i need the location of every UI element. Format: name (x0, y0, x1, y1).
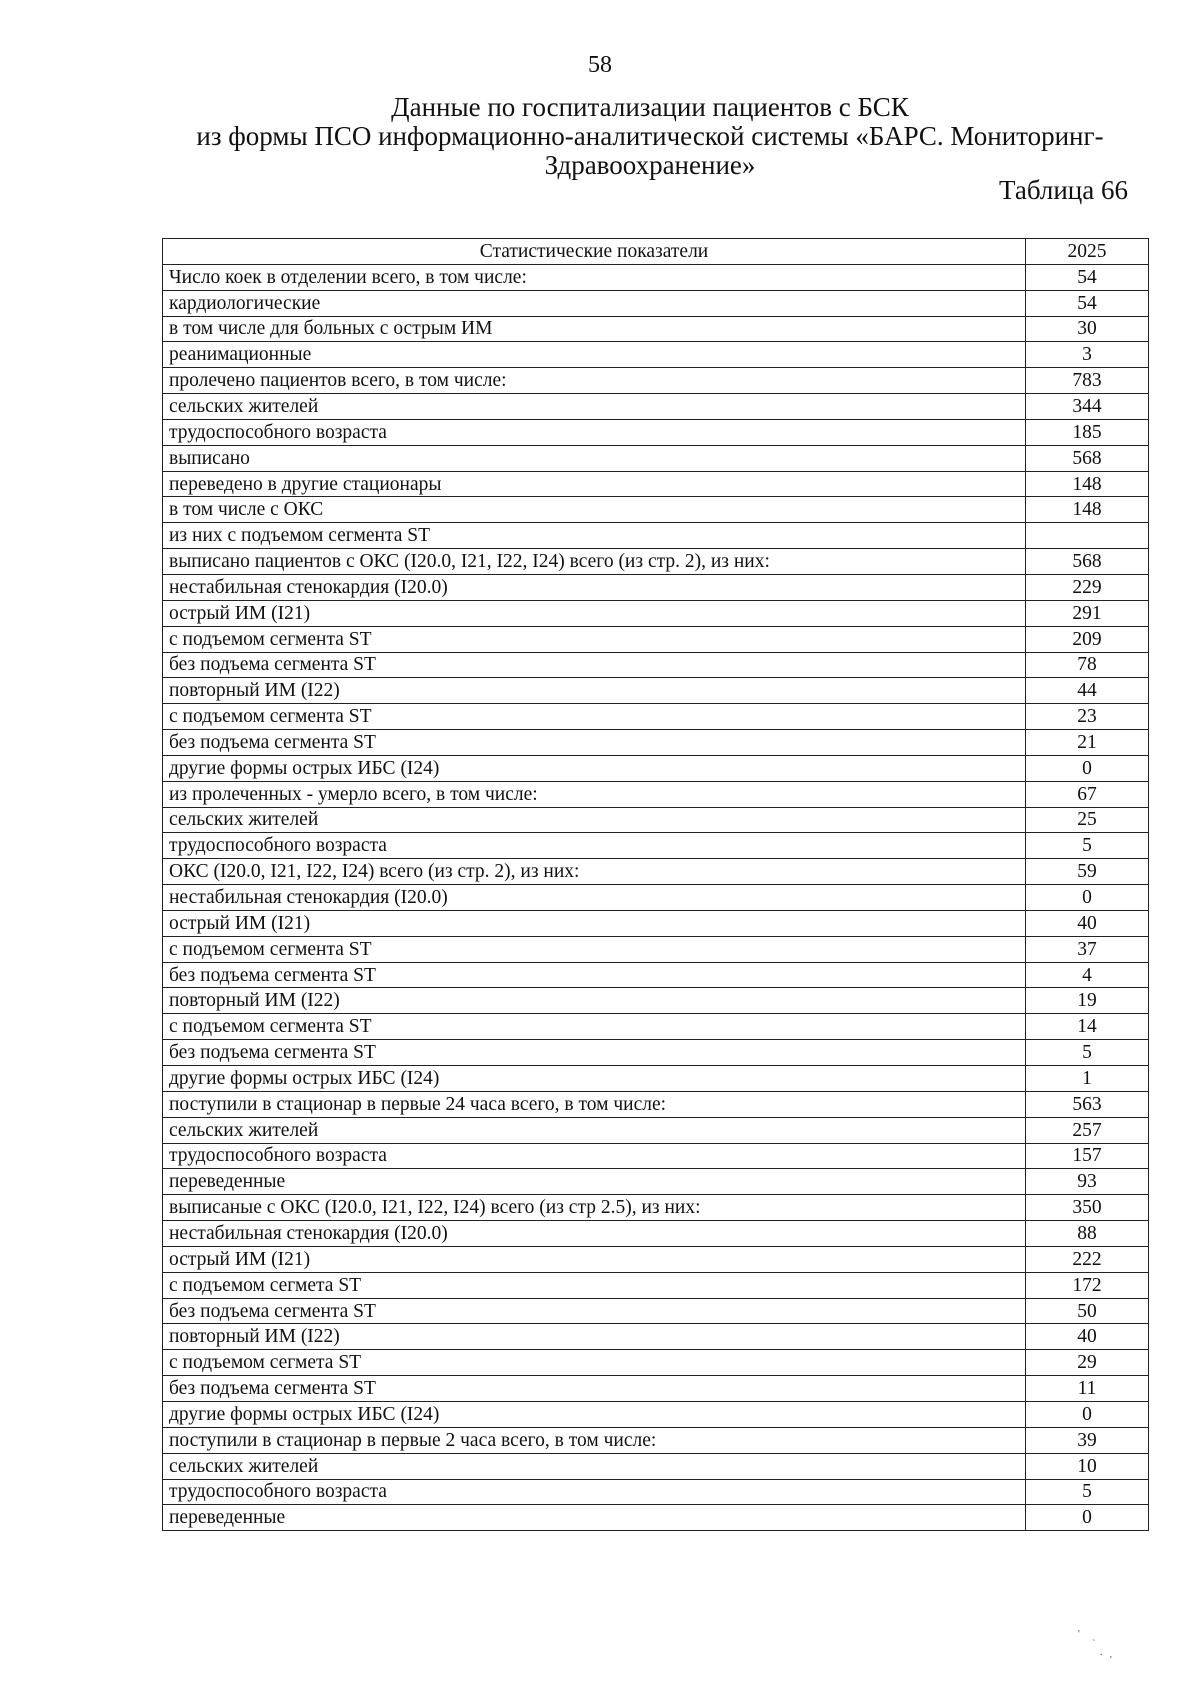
row-value: 21 (1026, 730, 1149, 756)
row-value: 54 (1026, 290, 1149, 316)
row-value: 172 (1026, 1272, 1149, 1298)
table-row (163, 1350, 1149, 1376)
statistics-table (162, 238, 1149, 1531)
row-value: 157 (1026, 1143, 1149, 1169)
row-value: 30 (1026, 316, 1149, 342)
row-label: поступили в стационар в первые 24 часа всего, в том числе: (163, 1091, 1026, 1117)
row-value: 0 (1026, 885, 1149, 911)
row-label: ОКС (I20.0, I21, I22, I24) всего (из стр. 2), из них: (163, 859, 1026, 885)
table-row (163, 1040, 1149, 1066)
row-label: выписаные с ОКС (I20.0, I21, I22, I24) всего (из стр 2.5), из них: (163, 1195, 1026, 1221)
row-label: повторный ИМ (I22) (163, 1324, 1026, 1350)
row-value: 568 (1026, 445, 1149, 471)
row-label: кардиологические (163, 290, 1026, 316)
row-label: сельских жителей (163, 394, 1026, 420)
row-label: с подъемом сегмента ST (163, 936, 1026, 962)
table-row (163, 652, 1149, 678)
table-row (163, 704, 1149, 730)
table-row (163, 910, 1149, 936)
row-label: острый ИМ (I21) (163, 910, 1026, 936)
row-label: в том числе с ОКС (163, 497, 1026, 523)
row-label: острый ИМ (I21) (163, 600, 1026, 626)
row-label: с подъемом сегмента ST (163, 1014, 1026, 1040)
table-row (163, 342, 1149, 368)
row-label: с подъемом сегмета ST (163, 1350, 1026, 1376)
row-value: 344 (1026, 394, 1149, 420)
table-row (163, 1091, 1149, 1117)
table-row (163, 1143, 1149, 1169)
row-label: без подъема сегмента ST (163, 1298, 1026, 1324)
row-value: 5 (1026, 1040, 1149, 1066)
table-row (163, 1195, 1149, 1221)
row-label: трудоспособного возраста (163, 419, 1026, 445)
row-value: 783 (1026, 368, 1149, 394)
row-label: другие формы острых ИБС (I24) (163, 755, 1026, 781)
row-label: нестабильная стенокардия (I20.0) (163, 885, 1026, 911)
table-row (163, 523, 1149, 549)
row-label: без подъема сегмента ST (163, 962, 1026, 988)
scan-specks: ' ` . ' (1078, 1629, 1112, 1666)
row-label: сельских жителей (163, 807, 1026, 833)
table-row (163, 264, 1149, 290)
column-header-year: 2025 (1026, 239, 1149, 265)
table-row (163, 1376, 1149, 1402)
row-value: 568 (1026, 549, 1149, 575)
row-label: выписано (163, 445, 1026, 471)
row-value: 350 (1026, 1195, 1149, 1221)
row-value: 5 (1026, 1479, 1149, 1505)
table-row (163, 1014, 1149, 1040)
row-label: без подъема сегмента ST (163, 1376, 1026, 1402)
page-number: 58 (588, 52, 612, 78)
row-value: 88 (1026, 1221, 1149, 1247)
row-label: переведенные (163, 1169, 1026, 1195)
row-value: 257 (1026, 1117, 1149, 1143)
table-row (163, 1298, 1149, 1324)
row-value: 10 (1026, 1453, 1149, 1479)
row-label: поступили в стационар в первые 2 часа всего, в том числе: (163, 1427, 1026, 1453)
table-row (163, 1401, 1149, 1427)
row-label: без подъема сегмента ST (163, 730, 1026, 756)
row-label: повторный ИМ (I22) (163, 678, 1026, 704)
row-value: 563 (1026, 1091, 1149, 1117)
table-row (163, 1453, 1149, 1479)
row-label: без подъема сегмента ST (163, 652, 1026, 678)
table-row (163, 988, 1149, 1014)
table-row (163, 394, 1149, 420)
table-row (163, 1272, 1149, 1298)
row-value: 5 (1026, 833, 1149, 859)
table-row (163, 600, 1149, 626)
row-value (1026, 523, 1149, 549)
row-value: 148 (1026, 497, 1149, 523)
table-row (163, 1479, 1149, 1505)
table-body (163, 264, 1149, 1530)
row-label: с подъемом сегмента ST (163, 704, 1026, 730)
row-label: из них с подъемом сегмента ST (163, 523, 1026, 549)
table-row (163, 368, 1149, 394)
table-row (163, 1246, 1149, 1272)
row-value: 37 (1026, 936, 1149, 962)
row-value: 0 (1026, 755, 1149, 781)
table-row (163, 859, 1149, 885)
table-number-label: Таблица 66 (999, 175, 1128, 205)
table-row (163, 755, 1149, 781)
row-label: другие формы острых ИБС (I24) (163, 1066, 1026, 1092)
table-row (163, 316, 1149, 342)
row-value: 54 (1026, 264, 1149, 290)
row-label: переведенные (163, 1505, 1026, 1531)
row-value: 67 (1026, 781, 1149, 807)
row-label: в том числе для больных с острым ИМ (163, 316, 1026, 342)
row-value: 185 (1026, 419, 1149, 445)
row-label: другие формы острых ИБС (I24) (163, 1401, 1026, 1427)
row-label: из пролеченных - умерло всего, в том числе: (163, 781, 1026, 807)
row-label: переведено в другие стационары (163, 471, 1026, 497)
row-label: выписано пациентов с ОКС (I20.0, I21, I22, I24) всего (из стр. 2), из них: (163, 549, 1026, 575)
row-value: 40 (1026, 910, 1149, 936)
table-row (163, 678, 1149, 704)
row-value: 40 (1026, 1324, 1149, 1350)
table-row (163, 1427, 1149, 1453)
table-row (163, 1221, 1149, 1247)
row-label: сельских жителей (163, 1453, 1026, 1479)
table-row (163, 471, 1149, 497)
row-value: 0 (1026, 1505, 1149, 1531)
row-label: реанимационные (163, 342, 1026, 368)
table-row (163, 1169, 1149, 1195)
row-value: 1 (1026, 1066, 1149, 1092)
table-row (163, 730, 1149, 756)
table-row (163, 445, 1149, 471)
table-row (163, 1324, 1149, 1350)
row-value: 59 (1026, 859, 1149, 885)
row-label: нестабильная стенокардия (I20.0) (163, 574, 1026, 600)
row-value: 23 (1026, 704, 1149, 730)
title-line: Данные по госпитализации пациентов с БСК (391, 92, 909, 122)
table-row (163, 626, 1149, 652)
row-label: Число коек в отделении всего, в том числе: (163, 264, 1026, 290)
row-value: 19 (1026, 988, 1149, 1014)
row-value: 44 (1026, 678, 1149, 704)
row-value: 39 (1026, 1427, 1149, 1453)
row-value: 229 (1026, 574, 1149, 600)
row-value: 78 (1026, 652, 1149, 678)
row-value: 93 (1026, 1169, 1149, 1195)
document-title (150, 93, 1150, 180)
title-line: из формы ПСО информационно-аналитической системы «БАРС. Мониторинг- (196, 121, 1104, 151)
row-label: повторный ИМ (I22) (163, 988, 1026, 1014)
table-row (163, 1117, 1149, 1143)
row-value: 29 (1026, 1350, 1149, 1376)
row-value: 291 (1026, 600, 1149, 626)
table-row (163, 497, 1149, 523)
row-value: 148 (1026, 471, 1149, 497)
row-label: трудоспособного возраста (163, 833, 1026, 859)
row-value: 14 (1026, 1014, 1149, 1040)
table-row (163, 781, 1149, 807)
row-value: 209 (1026, 626, 1149, 652)
row-label: нестабильная стенокардия (I20.0) (163, 1221, 1026, 1247)
row-value: 0 (1026, 1401, 1149, 1427)
table-row (163, 936, 1149, 962)
table-row (163, 574, 1149, 600)
row-value: 222 (1026, 1246, 1149, 1272)
row-value: 4 (1026, 962, 1149, 988)
column-header-indicators: Статистические показатели (163, 239, 1026, 265)
table-row (163, 290, 1149, 316)
row-label: без подъема сегмента ST (163, 1040, 1026, 1066)
row-label: с подъемом сегмета ST (163, 1272, 1026, 1298)
table-row (163, 1066, 1149, 1092)
table-row (163, 549, 1149, 575)
row-value: 3 (1026, 342, 1149, 368)
table-row (163, 1505, 1149, 1531)
row-value: 50 (1026, 1298, 1149, 1324)
row-label: сельских жителей (163, 1117, 1026, 1143)
table-header-row (163, 239, 1149, 265)
table-row (163, 962, 1149, 988)
title-line: Здравоохранение» (544, 150, 756, 180)
table-row (163, 419, 1149, 445)
row-label: острый ИМ (I21) (163, 1246, 1026, 1272)
row-label: пролечено пациентов всего, в том числе: (163, 368, 1026, 394)
table-row (163, 807, 1149, 833)
table-row (163, 885, 1149, 911)
row-value: 25 (1026, 807, 1149, 833)
row-label: с подъемом сегмента ST (163, 626, 1026, 652)
row-label: трудоспособного возраста (163, 1479, 1026, 1505)
row-value: 11 (1026, 1376, 1149, 1402)
table-row (163, 833, 1149, 859)
row-label: трудоспособного возраста (163, 1143, 1026, 1169)
